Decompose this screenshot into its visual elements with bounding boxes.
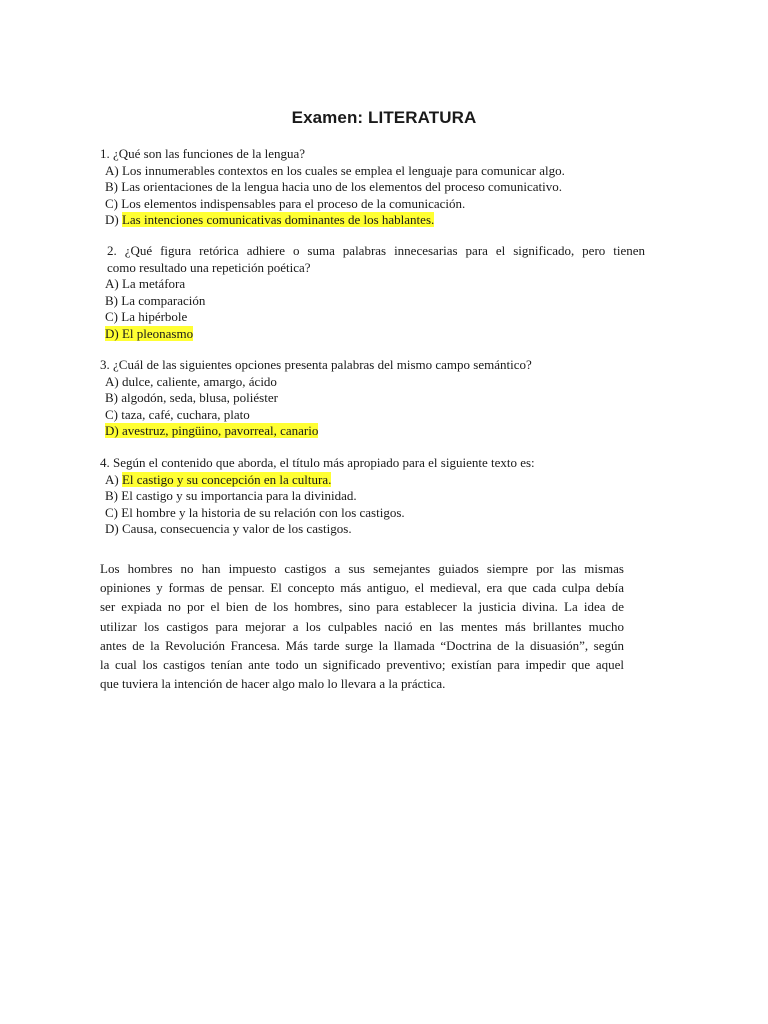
option-d bbox=[100, 521, 645, 538]
reading-passage bbox=[100, 559, 624, 693]
option-text: La hipérbole bbox=[121, 309, 188, 324]
question-text: 1. ¿Qué son las funciones de la lengua? bbox=[100, 146, 306, 161]
option-text: Las orientaciones de la lengua hacia uno de los elementos del proceso comunicativo. bbox=[121, 179, 563, 194]
option-prefix: D) bbox=[105, 212, 122, 227]
option-text: La comparación bbox=[121, 292, 206, 308]
option-prefix: B) bbox=[105, 179, 122, 194]
option-text: El castigo y su importancia para la divinidad. bbox=[121, 488, 357, 503]
option-text: El hombre y la historia de su relación con los castigos. bbox=[121, 504, 405, 520]
passage-line: utilizar los castigos para mejorar a los culpables nació en las mentes más brillantes mucho bbox=[100, 618, 624, 634]
option-prefix: B) bbox=[105, 488, 122, 503]
passage-line: Los hombres no han impuesto castigos a sus semejantes guiados siempre por las mismas bbox=[100, 561, 624, 576]
option-prefix: A) bbox=[105, 373, 122, 389]
option-prefix: C) bbox=[105, 504, 122, 520]
option-text: taza, café, cuchara, plato bbox=[121, 406, 250, 422]
option-c bbox=[100, 505, 645, 522]
question-text-continued: como resultado una repetición poética? bbox=[107, 259, 311, 275]
highlighted-answer: Las intenciones comunicativas dominantes de los hablantes. bbox=[121, 212, 435, 227]
option-c bbox=[100, 309, 645, 326]
option-text: Los innumerables contextos en los cuales se emplea el lenguaje para comunicar algo. bbox=[121, 162, 565, 178]
option-a bbox=[100, 276, 645, 293]
option-text: algodón, seda, blusa, poliéster bbox=[121, 390, 278, 405]
option-a bbox=[100, 163, 645, 180]
question-2 bbox=[100, 243, 645, 342]
option-b bbox=[100, 390, 645, 407]
option-c bbox=[100, 407, 645, 424]
page-title: Examen: LITERATURA bbox=[291, 108, 477, 127]
highlighted-answer: El castigo y su concepción en la cultura. bbox=[121, 471, 332, 487]
question-3 bbox=[100, 357, 645, 440]
option-prefix: D) bbox=[105, 423, 122, 438]
question-text: 3. ¿Cuál de las siguientes opciones presenta palabras del mismo campo semántico? bbox=[100, 357, 532, 372]
option-text: El pleonasmo bbox=[121, 325, 194, 341]
option-text: Causa, consecuencia y valor de los castigos. bbox=[121, 521, 352, 536]
option-a bbox=[100, 374, 645, 391]
passage-line: antes de la Revolución Francesa. Más tarde surge la llamada “Doctrina de la disuasión”, según bbox=[100, 637, 624, 653]
option-prefix: D) bbox=[105, 325, 122, 341]
option-text: dulce, caliente, amargo, ácido bbox=[121, 373, 277, 389]
option-d bbox=[100, 326, 645, 343]
question-text: 2. ¿Qué figura retórica adhiere o suma palabras innecesarias para el significado, pero tienen bbox=[107, 243, 645, 258]
option-prefix: C) bbox=[105, 406, 122, 422]
option-prefix: C) bbox=[105, 195, 122, 211]
option-b bbox=[100, 488, 645, 505]
passage-line: ser expiada no por el bien de los hombres, sino para establecer la justicia divina. La idea de bbox=[100, 599, 624, 615]
passage-line: opiniones y formas de pensar. El concepto más antiguo, el medieval, era que cada culpa debía bbox=[100, 580, 624, 596]
option-prefix: B) bbox=[105, 390, 122, 405]
option-prefix: A) bbox=[105, 471, 122, 487]
option-a bbox=[100, 472, 645, 489]
option-prefix: A) bbox=[105, 276, 122, 291]
option-d bbox=[100, 423, 645, 440]
option-text: La metáfora bbox=[121, 276, 186, 291]
option-text: avestruz, pingüino, pavorreal, canario bbox=[121, 423, 319, 438]
option-prefix: D) bbox=[105, 521, 122, 536]
question-text: 4. Según el contenido que aborda, el título más apropiado para el siguiente texto es: bbox=[100, 455, 535, 470]
option-b bbox=[100, 179, 645, 196]
option-prefix: B) bbox=[105, 292, 122, 308]
option-text: Los elementos indispensables para el proceso de la comunicación. bbox=[121, 195, 466, 211]
question-1 bbox=[100, 146, 645, 229]
option-prefix: C) bbox=[105, 309, 122, 324]
option-prefix: A) bbox=[105, 162, 122, 178]
option-b bbox=[100, 293, 645, 310]
option-c bbox=[100, 196, 645, 213]
option-d bbox=[100, 212, 645, 229]
question-4 bbox=[100, 455, 645, 538]
passage-line: que tuviera la intención de hacer algo malo lo llevara a la práctica. bbox=[100, 676, 446, 692]
highlighted-answer bbox=[105, 423, 318, 438]
highlighted-answer bbox=[105, 326, 193, 341]
passage-line: la cual los castigos tenían ante todo un significado preventivo; existían para impedir que aquel bbox=[100, 657, 624, 673]
